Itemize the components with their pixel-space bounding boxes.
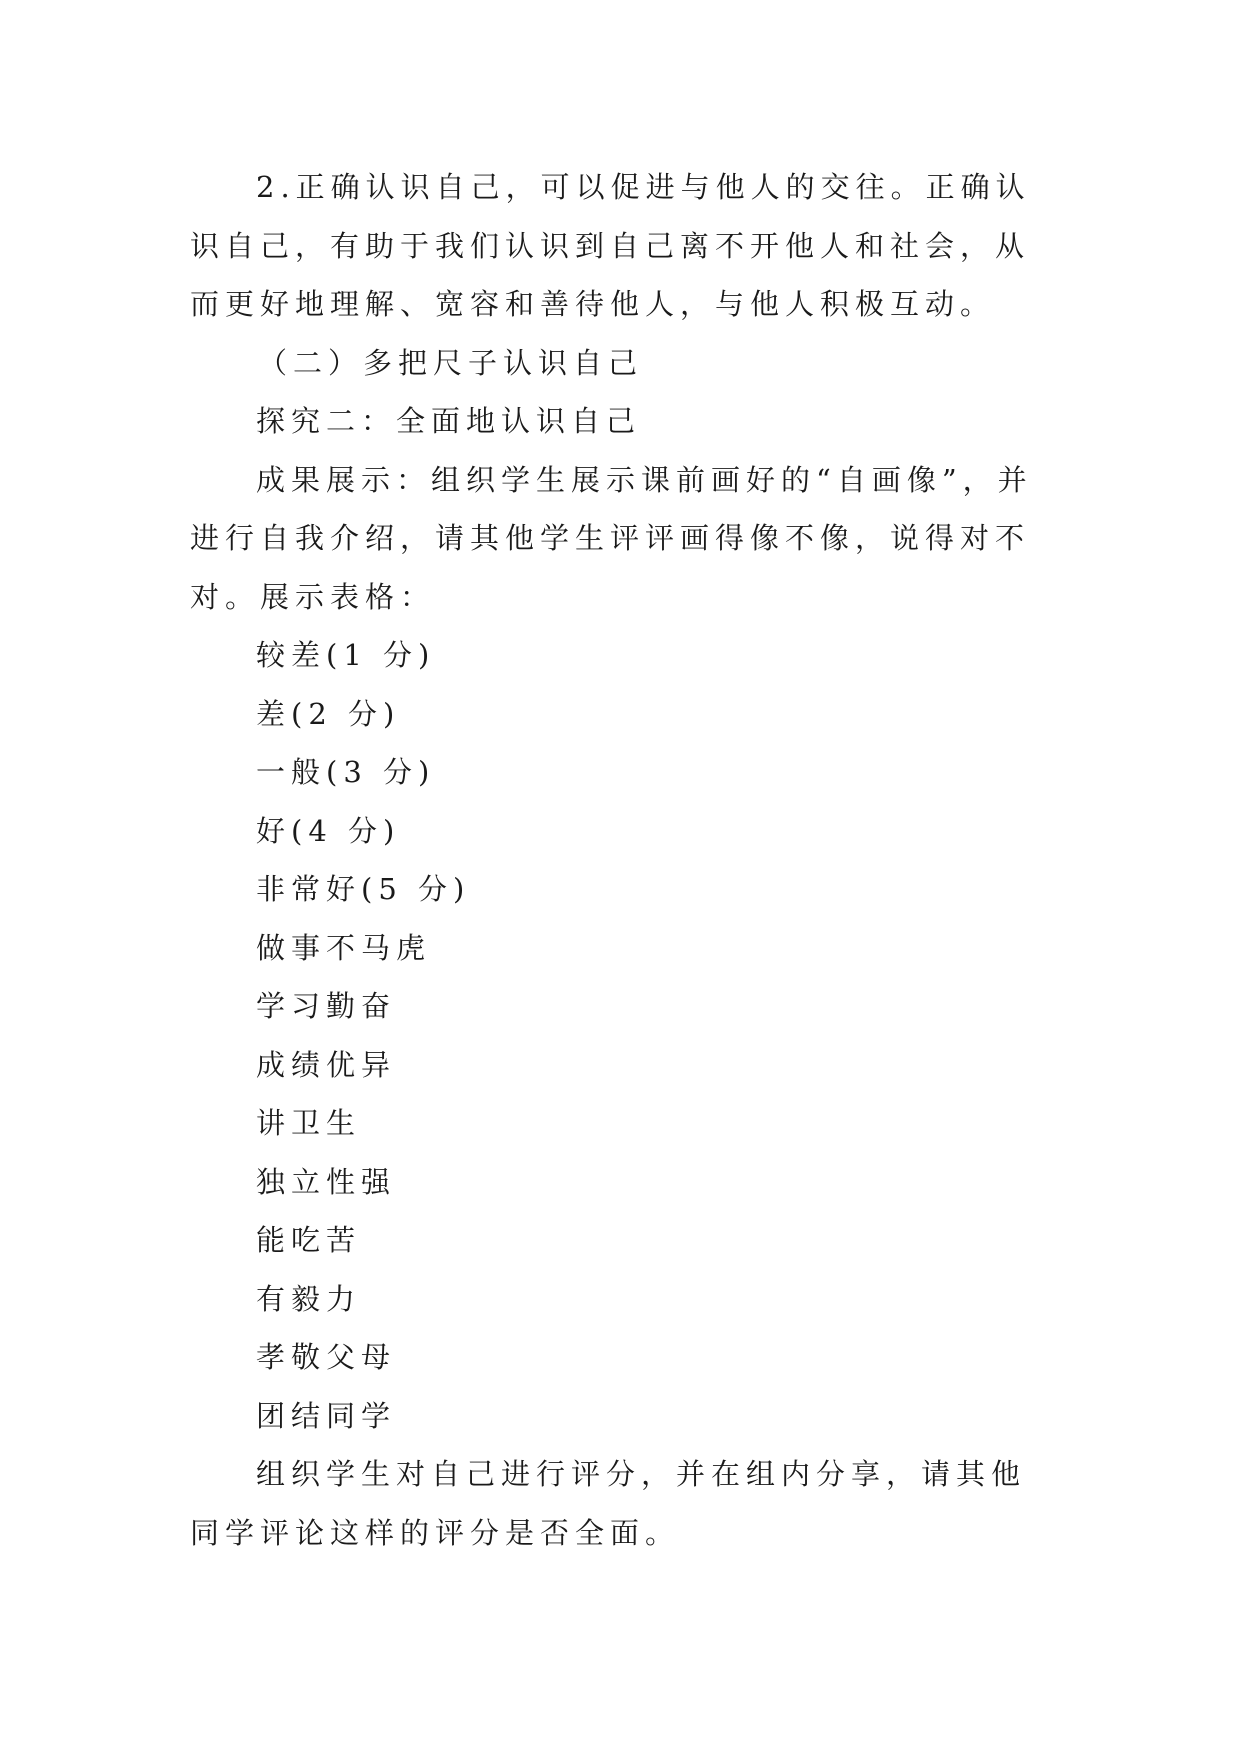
list-item: 非常好(5 分) — [256, 872, 471, 906]
section-heading-multiple-rulers: （二）多把尺子认识自己 — [258, 345, 644, 380]
list-item: 有毅力 — [256, 1281, 362, 1316]
list-item: 好(4 分) — [256, 813, 401, 848]
inquiry-two-heading: 探究二：全面地认识自己 — [256, 404, 642, 438]
list-item: 学习勤奋 — [256, 989, 397, 1023]
list-item: 讲卫生 — [256, 1106, 362, 1140]
list-item: 团结同学 — [256, 1398, 397, 1433]
list-item: 孝敬父母 — [256, 1340, 397, 1374]
list-item: 一般(3 分) — [256, 755, 436, 789]
paragraph-self-knowledge-interaction: 2.正确认识自己，可以促进与他人的交往。正确认识自己，有助于我们认识到自己离不开他人和社会，从而更好地理解、宽容和善待他人，与他人积极互动。 — [190, 170, 1031, 321]
document-body — [190, 158, 1060, 1562]
list-item: 能吃苦 — [256, 1223, 362, 1257]
list-item: 成绩优异 — [256, 1047, 397, 1082]
paragraph-results-display: 成果展示：组织学生展示课前画好的“自画像”，并进行自我介绍，请其他学生评评画得像不像，说得对不对。展示表格： — [190, 462, 1033, 614]
list-item: 差(2 分) — [256, 696, 401, 731]
list-item: 做事不马虎 — [256, 930, 432, 965]
paragraph-self-evaluation: 组织学生对自己进行评分，并在组内分享，请其他同学评论这样的评分是否全面。 — [190, 1457, 1027, 1550]
list-item: 独立性强 — [256, 1164, 397, 1199]
list-item: 较差(1 分) — [256, 638, 436, 672]
rating-table-items — [190, 626, 1060, 1445]
